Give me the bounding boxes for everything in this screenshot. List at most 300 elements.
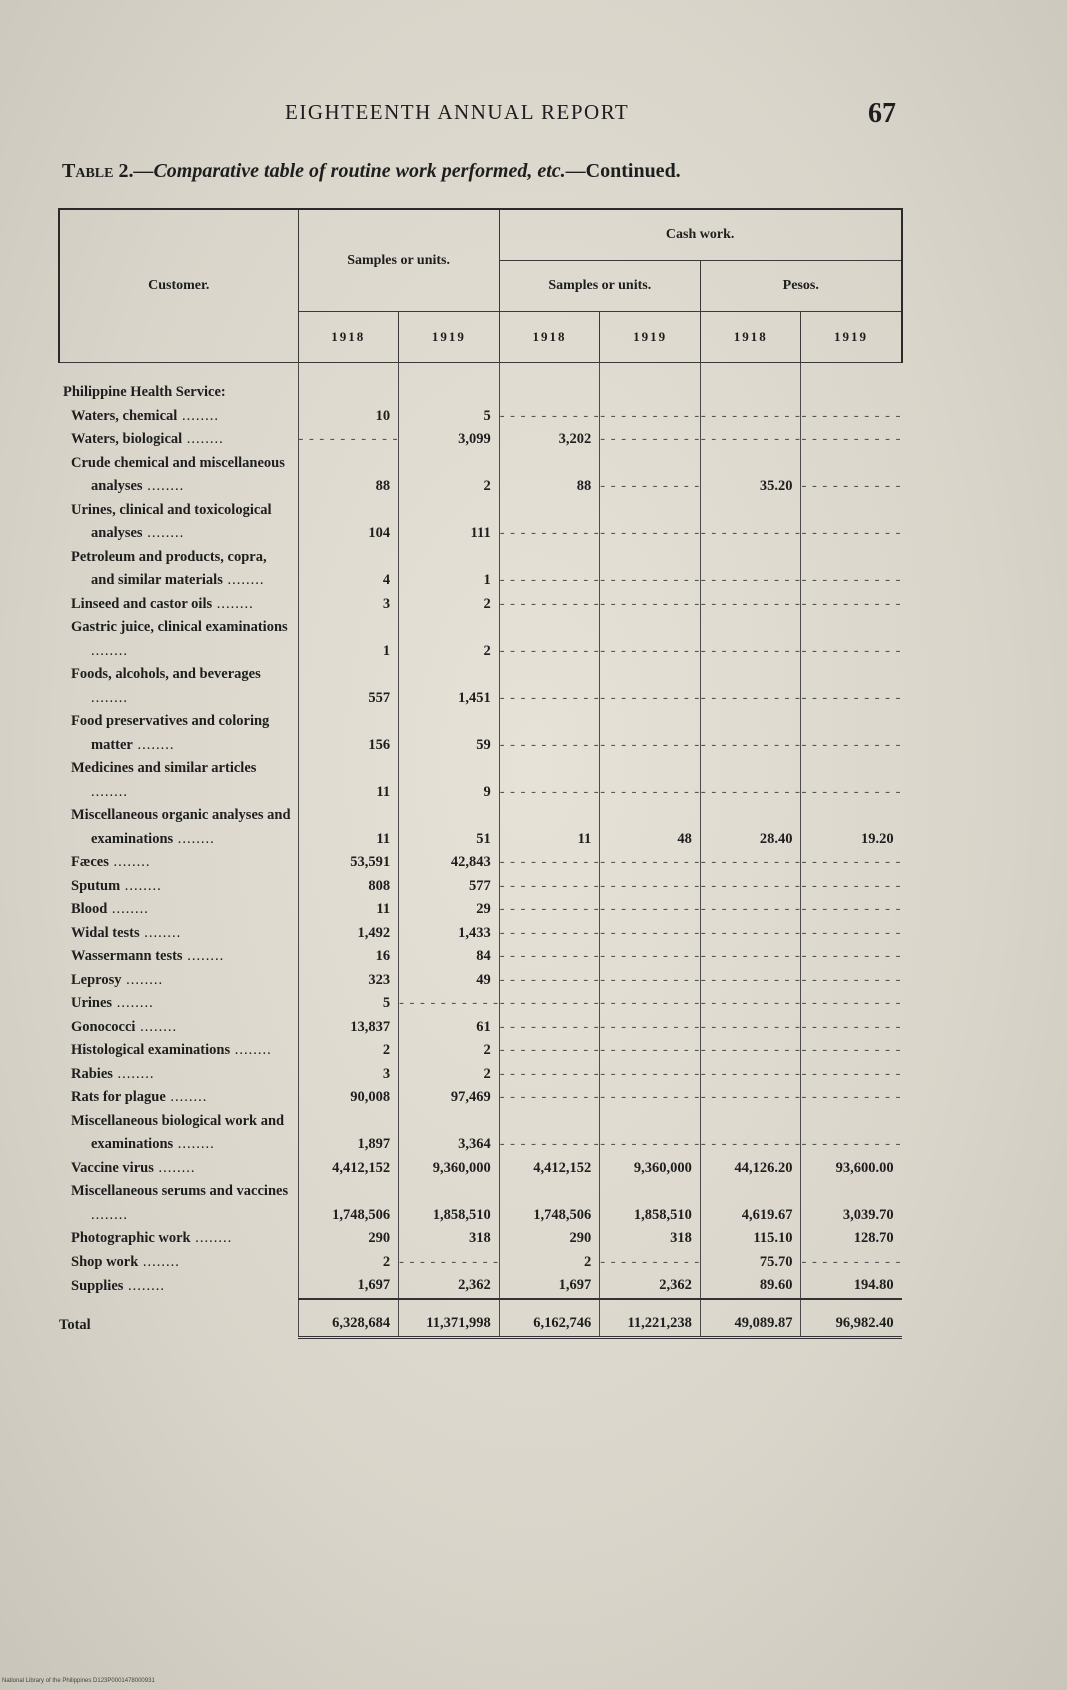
- empty-cell-dashes: - - - - - - - - - -: [700, 945, 801, 969]
- row-customer: [59, 992, 298, 1016]
- empty-cell-dashes: - - - - - - - - - -: [801, 851, 902, 875]
- cell-samples-1919: 51: [399, 804, 500, 851]
- table-row: [59, 851, 902, 875]
- row-customer: [59, 663, 298, 710]
- cell-samples-1919: 318: [399, 1227, 500, 1251]
- cell-samples-1919: 1,451: [399, 663, 500, 710]
- column-header-cash-work: Cash work.: [499, 209, 901, 261]
- cell-pesos-1919: 194.80: [801, 1274, 902, 1299]
- row-customer-text: Sputum ........: [71, 877, 162, 894]
- cell-cash-samples-1919: 48: [600, 804, 701, 851]
- table-row: [59, 992, 902, 1016]
- table-row: [59, 428, 902, 452]
- cell-samples-1919: 9: [399, 757, 500, 804]
- leader-dots: ........: [91, 1206, 128, 1223]
- row-customer: [59, 405, 298, 429]
- empty-cell-dashes: - - - - - - - - - -: [700, 405, 801, 429]
- empty-cell-dashes: - - - - - - - - - -: [600, 546, 701, 593]
- leader-dots: ........: [165, 1089, 208, 1105]
- empty-cell-dashes: - - - - - - - - - -: [801, 428, 902, 452]
- page-number: 67: [868, 98, 896, 129]
- cell-samples-1919: 29: [399, 898, 500, 922]
- empty-cell-dashes: - - - - - - - - - -: [700, 1110, 801, 1157]
- table-caption-label: Table 2.: [62, 160, 134, 182]
- table-row: [59, 898, 902, 922]
- empty-cell-dashes: - - - - - - - - - -: [499, 875, 600, 899]
- cell-pesos-1918: 115.10: [700, 1227, 801, 1251]
- cell-samples-1919: 3,364: [399, 1110, 500, 1157]
- leader-dots: ........: [123, 1278, 166, 1294]
- row-customer: [59, 1251, 298, 1275]
- empty-cell-dashes: - - - - - - - - - -: [600, 851, 701, 875]
- leader-dots: ........: [112, 1065, 155, 1082]
- leader-dots: ........: [107, 901, 149, 917]
- table-caption: [62, 160, 902, 183]
- empty-cell-dashes: - - - - - - - - - -: [600, 1016, 701, 1040]
- empty-cell-dashes: - - - - - - - - - -: [499, 851, 600, 875]
- column-header-cash-samples-units: Samples or units.: [499, 261, 700, 312]
- row-customer-text: Photographic work ........: [71, 1230, 233, 1246]
- empty-cell-dashes: - - - - - - - - - -: [399, 1251, 500, 1275]
- cell-samples-1918: 557: [298, 663, 399, 710]
- table-row: [59, 1086, 902, 1110]
- table-row: [59, 546, 902, 593]
- empty-cell-dashes: - - - - - - - - - -: [801, 1086, 902, 1110]
- cell-samples-1918: 2: [298, 1039, 399, 1063]
- total-row: [59, 1299, 902, 1338]
- cell-samples-1918: 3: [298, 593, 399, 617]
- empty-cell-dashes: - - - - - - - - - -: [700, 875, 801, 899]
- empty-cell-dashes: - - - - - - - - - -: [801, 992, 902, 1016]
- cell-samples-1919: 111: [399, 499, 500, 546]
- leader-dots: ........: [91, 689, 128, 706]
- empty-cell-dashes: - - - - - - - - - -: [801, 922, 902, 946]
- cell-pesos-1919: 93,600.00: [801, 1157, 902, 1181]
- leader-dots: ........: [230, 1042, 272, 1058]
- empty-cell-dashes: - - - - - - - - - -: [600, 757, 701, 804]
- empty-cell-dashes: - - - - - - - - - -: [801, 663, 902, 710]
- row-customer: [59, 499, 298, 546]
- empty-cell-dashes: - - - - - - - - - -: [700, 1016, 801, 1040]
- empty-cell-dashes: - - - - - - - - - -: [801, 593, 902, 617]
- empty-cell-dashes: - - - - - - - - - -: [600, 969, 701, 993]
- row-customer-text: Rats for plague ........: [71, 1089, 208, 1105]
- empty-cell-dashes: - - - - - - - - - -: [399, 992, 500, 1016]
- empty-cell-dashes: - - - - - - - - - -: [600, 875, 701, 899]
- cell-samples-1918: 808: [298, 875, 399, 899]
- column-header-samples-units: Samples or units.: [298, 209, 499, 312]
- table-row: [59, 593, 902, 617]
- cell-samples-1918: 1: [298, 616, 399, 663]
- empty-cell-dashes: - - - - - - - - - -: [700, 992, 801, 1016]
- cell-cash-samples-1918: 4,412,152: [499, 1157, 600, 1181]
- column-header-pesos: Pesos.: [700, 261, 901, 312]
- empty-cell-dashes: - - - - - - - - - -: [600, 616, 701, 663]
- empty-cell-dashes: - - - - - - - - - -: [499, 405, 600, 429]
- cell-samples-1919: 1,433: [399, 922, 500, 946]
- row-customer: [59, 945, 298, 969]
- row-customer-text: Miscellaneous biological work and examinations ........: [71, 1112, 285, 1152]
- table-row: [59, 1157, 902, 1181]
- table-caption-suffix: —Continued.: [565, 160, 681, 182]
- row-customer: [59, 1016, 298, 1040]
- leader-dots: ........: [139, 924, 182, 941]
- row-customer: [59, 898, 298, 922]
- table-row: [59, 875, 902, 899]
- cell-pesos-1918: 89.60: [700, 1274, 801, 1299]
- row-customer: [59, 1039, 298, 1063]
- empty-cell-dashes: - - - - - - - - - -: [801, 898, 902, 922]
- cell-samples-1918: 4: [298, 546, 399, 593]
- routine-work-table: [58, 208, 903, 1339]
- empty-cell-dashes: - - - - - - - - - -: [801, 546, 902, 593]
- empty-cell-dashes: - - - - - - - - - -: [600, 898, 701, 922]
- empty-cell-dashes: - - - - - - - - - -: [298, 428, 399, 452]
- cell-samples-1919: 577: [399, 875, 500, 899]
- row-customer-text: Gonococci ........: [71, 1018, 178, 1035]
- empty-cell-dashes: - - - - - - - - - -: [801, 1251, 902, 1275]
- empty-cell-dashes: - - - - - - - - - -: [499, 499, 600, 546]
- cell-samples-1918: 2: [298, 1251, 399, 1275]
- empty-cell-dashes: - - - - - - - - - -: [801, 1039, 902, 1063]
- cell-samples-1918: 53,591: [298, 851, 399, 875]
- row-customer: [59, 1157, 298, 1181]
- empty-cell-dashes: - - - - - - - - - -: [801, 875, 902, 899]
- empty-cell-dashes: - - - - - - - - - -: [700, 593, 801, 617]
- cell-pesos-1918: 44,126.20: [700, 1157, 801, 1181]
- empty-cell-dashes: - - - - - - - - - -: [600, 499, 701, 546]
- empty-cell-dashes: - - - - - - - - - -: [700, 1039, 801, 1063]
- total-pesos-1919: 96,982.40: [801, 1299, 902, 1338]
- empty-cell-dashes: - - - - - - - - - -: [600, 992, 701, 1016]
- table-row: [59, 452, 902, 499]
- empty-cell-dashes: - - - - - - - - - -: [801, 499, 902, 546]
- row-customer: [59, 804, 298, 851]
- cell-pesos-1918: 28.40: [700, 804, 801, 851]
- empty-cell-dashes: - - - - - - - - - -: [700, 898, 801, 922]
- empty-cell-dashes: - - - - - - - - - -: [700, 616, 801, 663]
- row-customer: [59, 593, 298, 617]
- empty-cell-dashes: - - - - - - - - - -: [700, 922, 801, 946]
- cell-samples-1918: 5: [298, 992, 399, 1016]
- empty-cell-dashes: - - - - - - - - - -: [801, 945, 902, 969]
- empty-cell-dashes: - - - - - - - - - -: [700, 663, 801, 710]
- cell-samples-1919: 3,099: [399, 428, 500, 452]
- total-cash-samples-1919: 11,221,238: [600, 1299, 701, 1338]
- cell-cash-samples-1918: 1,697: [499, 1274, 600, 1299]
- row-customer: [59, 1180, 298, 1227]
- row-customer: [59, 1227, 298, 1251]
- cell-samples-1918: 1,492: [298, 922, 399, 946]
- cell-pesos-1919: 19.20: [801, 804, 902, 851]
- leader-dots: ........: [135, 1018, 178, 1035]
- column-header-year: 1918: [700, 312, 801, 363]
- table-body: [59, 363, 902, 1338]
- leader-dots: ........: [173, 830, 215, 847]
- cell-samples-1918: 1,897: [298, 1110, 399, 1157]
- table-row: [59, 1251, 902, 1275]
- cell-samples-1918: 156: [298, 710, 399, 757]
- row-customer-text: Rabies ........: [71, 1065, 155, 1082]
- cell-samples-1919: 1: [399, 546, 500, 593]
- cell-samples-1919: 9,360,000: [399, 1157, 500, 1181]
- row-customer-text: Miscellaneous organic analyses and examinations ........: [71, 807, 291, 847]
- row-customer: [59, 922, 298, 946]
- empty-cell-dashes: - - - - - - - - - -: [700, 969, 801, 993]
- empty-cell-dashes: - - - - - - - - - -: [600, 1039, 701, 1063]
- cell-cash-samples-1919: 318: [600, 1227, 701, 1251]
- empty-cell-dashes: - - - - - - - - - -: [600, 922, 701, 946]
- table-row: [59, 969, 902, 993]
- row-customer-text: Vaccine virus ........: [71, 1159, 196, 1176]
- empty-cell-dashes: - - - - - - - - - -: [600, 428, 701, 452]
- empty-cell-dashes: - - - - - - - - - -: [801, 616, 902, 663]
- cell-pesos-1919: 128.70: [801, 1227, 902, 1251]
- empty-cell-dashes: - - - - - - - - - -: [499, 757, 600, 804]
- row-customer: [59, 1086, 298, 1110]
- row-customer-text: Fæces ........: [71, 854, 151, 870]
- table-row: [59, 757, 902, 804]
- leader-dots: ........: [182, 431, 224, 447]
- cell-cash-samples-1919: 1,858,510: [600, 1180, 701, 1227]
- row-customer-text: Foods, alcohols, and beverages ........: [71, 666, 261, 706]
- table-row: [59, 616, 902, 663]
- empty-cell-dashes: - - - - - - - - - -: [801, 757, 902, 804]
- column-header-year: 1918: [499, 312, 600, 363]
- empty-cell-dashes: - - - - - - - - - -: [499, 922, 600, 946]
- empty-cell-dashes: - - - - - - - - - -: [600, 710, 701, 757]
- cell-pesos-1918: 4,619.67: [700, 1180, 801, 1227]
- leader-dots: ........: [112, 995, 154, 1011]
- leader-dots: ........: [142, 478, 185, 494]
- row-customer: [59, 875, 298, 899]
- empty-cell-dashes: - - - - - - - - - -: [499, 616, 600, 663]
- empty-cell-dashes: - - - - - - - - - -: [700, 851, 801, 875]
- row-customer: [59, 546, 298, 593]
- empty-cell-dashes: - - - - - - - - - -: [499, 663, 600, 710]
- cell-samples-1919: 2: [399, 1063, 500, 1087]
- row-customer-text: Widal tests ........: [71, 924, 182, 941]
- table-row: [59, 499, 902, 546]
- table-row: [59, 405, 902, 429]
- cell-samples-1918: 11: [298, 757, 399, 804]
- cell-samples-1918: 1,697: [298, 1274, 399, 1299]
- cell-cash-samples-1918: 1,748,506: [499, 1180, 600, 1227]
- cell-samples-1919: 5: [399, 405, 500, 429]
- row-customer-text: Gastric juice, clinical examinations ........: [71, 619, 288, 659]
- cell-pesos-1919: 3,039.70: [801, 1180, 902, 1227]
- leader-dots: ........: [173, 1136, 215, 1152]
- empty-cell-dashes: - - - - - - - - - -: [801, 1110, 902, 1157]
- empty-cell-dashes: - - - - - - - - - -: [600, 1086, 701, 1110]
- empty-cell-dashes: - - - - - - - - - -: [499, 546, 600, 593]
- leader-dots: ........: [91, 783, 128, 800]
- empty-cell-dashes: - - - - - - - - - -: [499, 1110, 600, 1157]
- cell-samples-1918: 11: [298, 898, 399, 922]
- cell-samples-1919: 42,843: [399, 851, 500, 875]
- table-row: [59, 1227, 902, 1251]
- leader-dots: ........: [121, 971, 164, 988]
- empty-cell-dashes: - - - - - - - - - -: [499, 1086, 600, 1110]
- row-customer-text: Supplies ........: [71, 1278, 166, 1294]
- leader-dots: ........: [91, 642, 128, 659]
- row-customer-text: Blood ........: [71, 901, 149, 917]
- row-customer-text: Linseed and castor oils ........: [71, 595, 254, 612]
- cell-samples-1919: 49: [399, 969, 500, 993]
- table-row: [59, 710, 902, 757]
- row-customer-text: Urines ........: [71, 995, 154, 1011]
- empty-cell-dashes: - - - - - - - - - -: [600, 1063, 701, 1087]
- leader-dots: ........: [138, 1253, 180, 1270]
- row-customer: [59, 710, 298, 757]
- empty-cell-dashes: - - - - - - - - - -: [600, 452, 701, 499]
- table-row: [59, 945, 902, 969]
- empty-cell-dashes: - - - - - - - - - -: [700, 710, 801, 757]
- cell-pesos-1918: 75.70: [700, 1251, 801, 1275]
- leader-dots: ........: [120, 877, 162, 894]
- empty-cell-dashes: - - - - - - - - - -: [700, 757, 801, 804]
- total-samples-1919: 11,371,998: [399, 1299, 500, 1338]
- empty-cell-dashes: - - - - - - - - - -: [499, 898, 600, 922]
- cell-cash-samples-1918: 3,202: [499, 428, 600, 452]
- table-row: [59, 1063, 902, 1087]
- empty-cell-dashes: - - - - - - - - - -: [499, 945, 600, 969]
- cell-cash-samples-1918: 290: [499, 1227, 600, 1251]
- running-head: EIGHTEENTH ANNUAL REPORT: [285, 100, 630, 124]
- total-label: Total: [59, 1316, 91, 1333]
- empty-cell-dashes: - - - - - - - - - -: [600, 945, 701, 969]
- source-note: National Library of the Philippines D123P0001478000931: [2, 1678, 155, 1684]
- cell-samples-1918: 3: [298, 1063, 399, 1087]
- cell-cash-samples-1918: 2: [499, 1251, 600, 1275]
- leader-dots: ........: [108, 854, 151, 870]
- leader-dots: ........: [190, 1230, 233, 1246]
- empty-cell-dashes: - - - - - - - - - -: [801, 1016, 902, 1040]
- row-customer-text: Food preservatives and coloring matter ........: [71, 713, 270, 753]
- cell-samples-1919: 97,469: [399, 1086, 500, 1110]
- row-customer: [59, 1274, 298, 1299]
- column-header-year: 1919: [600, 312, 701, 363]
- cell-samples-1918: 290: [298, 1227, 399, 1251]
- total-cash-samples-1918: 6,162,746: [499, 1299, 600, 1338]
- cell-cash-samples-1918: 11: [499, 804, 600, 851]
- cell-samples-1918: 104: [298, 499, 399, 546]
- leader-dots: ........: [153, 1159, 196, 1176]
- empty-cell-dashes: - - - - - - - - - -: [801, 969, 902, 993]
- table-row: [59, 1274, 902, 1299]
- row-customer-text: Shop work ........: [71, 1253, 180, 1270]
- empty-cell-dashes: - - - - - - - - - -: [600, 1251, 701, 1275]
- total-samples-1918: 6,328,684: [298, 1299, 399, 1338]
- leader-dots: ........: [222, 572, 265, 588]
- row-customer-text: Wassermann tests ........: [71, 948, 225, 964]
- row-customer-text: Histological examinations ........: [71, 1042, 272, 1058]
- cell-pesos-1918: 35.20: [700, 452, 801, 499]
- row-customer-text: Petroleum and products, copra, and similar materials ........: [71, 548, 267, 588]
- table-row: [59, 922, 902, 946]
- cell-samples-1919: 2: [399, 593, 500, 617]
- empty-cell-dashes: - - - - - - - - - -: [801, 405, 902, 429]
- cell-samples-1918: 11: [298, 804, 399, 851]
- empty-cell-dashes: - - - - - - - - - -: [700, 1063, 801, 1087]
- leader-dots: ........: [132, 736, 175, 753]
- cell-samples-1918: 16: [298, 945, 399, 969]
- empty-cell-dashes: - - - - - - - - - -: [700, 546, 801, 593]
- empty-cell-dashes: - - - - - - - - - -: [499, 992, 600, 1016]
- table-row: [59, 1180, 902, 1227]
- row-customer-text: Crude chemical and miscellaneous analyses ........: [71, 454, 285, 494]
- cell-cash-samples-1919: 2,362: [600, 1274, 701, 1299]
- row-customer: [59, 1063, 298, 1087]
- row-customer-text: Waters, biological ........: [71, 431, 224, 447]
- cell-samples-1918: 13,837: [298, 1016, 399, 1040]
- cell-samples-1919: 2,362: [399, 1274, 500, 1299]
- row-customer: [59, 616, 298, 663]
- column-header-year: 1918: [298, 312, 399, 363]
- cell-samples-1918: 4,412,152: [298, 1157, 399, 1181]
- table-row: [59, 1016, 902, 1040]
- cell-samples-1918: 88: [298, 452, 399, 499]
- empty-cell-dashes: - - - - - - - - - -: [499, 593, 600, 617]
- leader-dots: ........: [182, 948, 225, 964]
- cell-samples-1919: 2: [399, 616, 500, 663]
- cell-samples-1918: 323: [298, 969, 399, 993]
- empty-cell-dashes: - - - - - - - - - -: [499, 969, 600, 993]
- empty-cell-dashes: - - - - - - - - - -: [600, 663, 701, 710]
- leader-dots: ........: [142, 525, 185, 541]
- table-row: [59, 804, 902, 851]
- empty-cell-dashes: - - - - - - - - - -: [700, 428, 801, 452]
- row-customer: [59, 428, 298, 452]
- cell-samples-1918: 90,008: [298, 1086, 399, 1110]
- cell-samples-1919: 1,858,510: [399, 1180, 500, 1227]
- cell-cash-samples-1918: 88: [499, 452, 600, 499]
- empty-cell-dashes: - - - - - - - - - -: [801, 710, 902, 757]
- table-row: [59, 1039, 902, 1063]
- leader-dots: ........: [212, 595, 254, 612]
- total-pesos-1918: 49,089.87: [700, 1299, 801, 1338]
- row-customer-text: Waters, chemical ........: [71, 407, 219, 424]
- cell-cash-samples-1919: 9,360,000: [600, 1157, 701, 1181]
- group-label: [59, 381, 298, 405]
- table-caption-title: —Comparative table of routine work performed, etc.: [133, 160, 566, 182]
- empty-cell-dashes: - - - - - - - - - -: [499, 1016, 600, 1040]
- cell-samples-1919: 59: [399, 710, 500, 757]
- routine-work-table-wrapper: [58, 208, 901, 1339]
- empty-cell-dashes: - - - - - - - - - -: [600, 1110, 701, 1157]
- empty-cell-dashes: - - - - - - - - - -: [600, 405, 701, 429]
- column-header-year: 1919: [801, 312, 902, 363]
- group-label-text: Philippine Health Service:: [63, 384, 226, 400]
- empty-cell-dashes: - - - - - - - - - -: [801, 452, 902, 499]
- table-row: [59, 663, 902, 710]
- row-customer: [59, 1110, 298, 1157]
- cell-samples-1919: 84: [399, 945, 500, 969]
- leader-dots: ........: [177, 407, 219, 424]
- empty-cell-dashes: - - - - - - - - - -: [801, 1063, 902, 1087]
- empty-cell-dashes: - - - - - - - - - -: [600, 593, 701, 617]
- empty-cell-dashes: - - - - - - - - - -: [700, 1086, 801, 1110]
- table-row: [59, 1110, 902, 1157]
- row-customer-text: Medicines and similar articles ........: [71, 760, 257, 800]
- cell-samples-1918: 10: [298, 405, 399, 429]
- column-header-year: 1919: [399, 312, 500, 363]
- row-customer-text: Urines, clinical and toxicological analyses ........: [71, 501, 272, 541]
- cell-samples-1919: 61: [399, 1016, 500, 1040]
- row-customer-text: Miscellaneous serums and vaccines ........: [71, 1183, 289, 1223]
- row-customer: [59, 757, 298, 804]
- cell-samples-1919: 2: [399, 1039, 500, 1063]
